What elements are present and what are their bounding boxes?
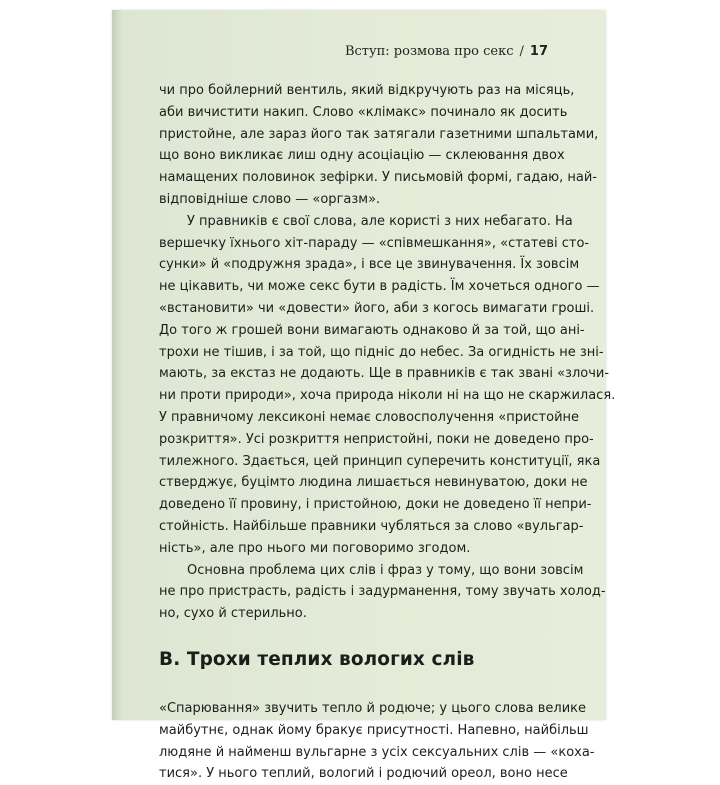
text-line: тися». У нього теплий, вологий і родючий ореол, воно несе <box>159 766 568 782</box>
text-line: стверджує, буцімто людина лишається невинуватою, доки не <box>159 475 588 491</box>
section-heading: B. Трохи теплих вологих слів <box>159 648 475 670</box>
text-line: сунки» й «подружня зрада», і все це звинувачення. Їх зовсім <box>159 257 580 273</box>
text-line: доведено її провину, і пристойною, доки не доведено її непри- <box>159 497 592 513</box>
text-line: пристойне, але зараз його так затягали газетними шпальтами, <box>159 126 599 142</box>
spacer <box>159 674 559 698</box>
text-line: ни проти природи», хоча природа ніколи ні на що не скаржилася. <box>159 388 616 404</box>
text-line: стойність. Найбільше правники чубляться за слово «вульгар- <box>159 518 584 534</box>
text-line: но, сухо й стерильно. <box>159 606 307 622</box>
paragraph <box>159 698 595 785</box>
text-line: Основна проблема цих слів і фраз у тому, що вони зовсім <box>187 562 584 578</box>
spacer <box>159 625 559 646</box>
chapter-title: Вступ: розмова про секс <box>344 44 514 59</box>
text-line: У правників є свої слова, але користі з них небагато. На <box>187 213 573 229</box>
header-separator: / <box>519 44 524 59</box>
text-line: тилежного. Здається, цей принцип суперечить конституції, яка <box>159 453 601 469</box>
text-line: «Спарювання» звучить тепло й родюче; у цього слова велике <box>159 700 587 716</box>
text-line: майбутнє, однак йому бракує присутності. Напевно, найбільш <box>159 722 589 738</box>
text-line: У правничому лексиконі немає словосполучення «пристойне <box>159 409 580 425</box>
running-header <box>345 44 548 59</box>
text-line: розкриття». Усі розкриття непристойні, поки не доведено про- <box>159 431 594 447</box>
paragraph <box>159 211 616 560</box>
text-line: що воно викликає лиш одну асоціацію — склеювання двох <box>159 148 565 164</box>
page-body <box>159 80 616 785</box>
text-line: трохи не тішив, і за той, що підніс до небес. За огидність не зні- <box>159 344 604 360</box>
paragraph <box>159 80 599 211</box>
book-page <box>112 10 616 782</box>
text-line: намащених половинок зефірки. У письмовій формі, гадаю, най- <box>159 170 597 186</box>
text-line: чи про бойлерний вентиль, який відкручують раз на місяць, <box>159 83 575 98</box>
text-line: людяне й найменш вульгарне з усіх сексуальних слів — «коха- <box>159 744 595 760</box>
text-line: не про пристрасть, радість і задурманення, тому звучать холод- <box>159 584 606 600</box>
text-line: До того ж грошей вони вимагають однаково й за той, що ані- <box>159 322 585 338</box>
text-line: мають, за екстаз не додають. Ще в правників є так звані «злочи- <box>159 366 610 382</box>
text-line: аби вичистити накип. Слово «клімакс» починало як досить <box>159 104 568 120</box>
text-line: ність», але про нього ми поговоримо згодом. <box>159 540 471 556</box>
paragraph <box>159 560 606 625</box>
text-line: не цікавить, чи може секс бути в радість. Їм хочеться одного — <box>159 279 600 295</box>
text-line: вершечку їхнього хіт-параду — «співмешкання», «статеві сто- <box>159 235 590 251</box>
text-line: відповідніше слово — «оргазм». <box>159 191 381 207</box>
page-number: 17 <box>529 44 548 59</box>
text-line: «встановити» чи «довести» його, аби з когось вимагати гроші. <box>159 300 595 316</box>
